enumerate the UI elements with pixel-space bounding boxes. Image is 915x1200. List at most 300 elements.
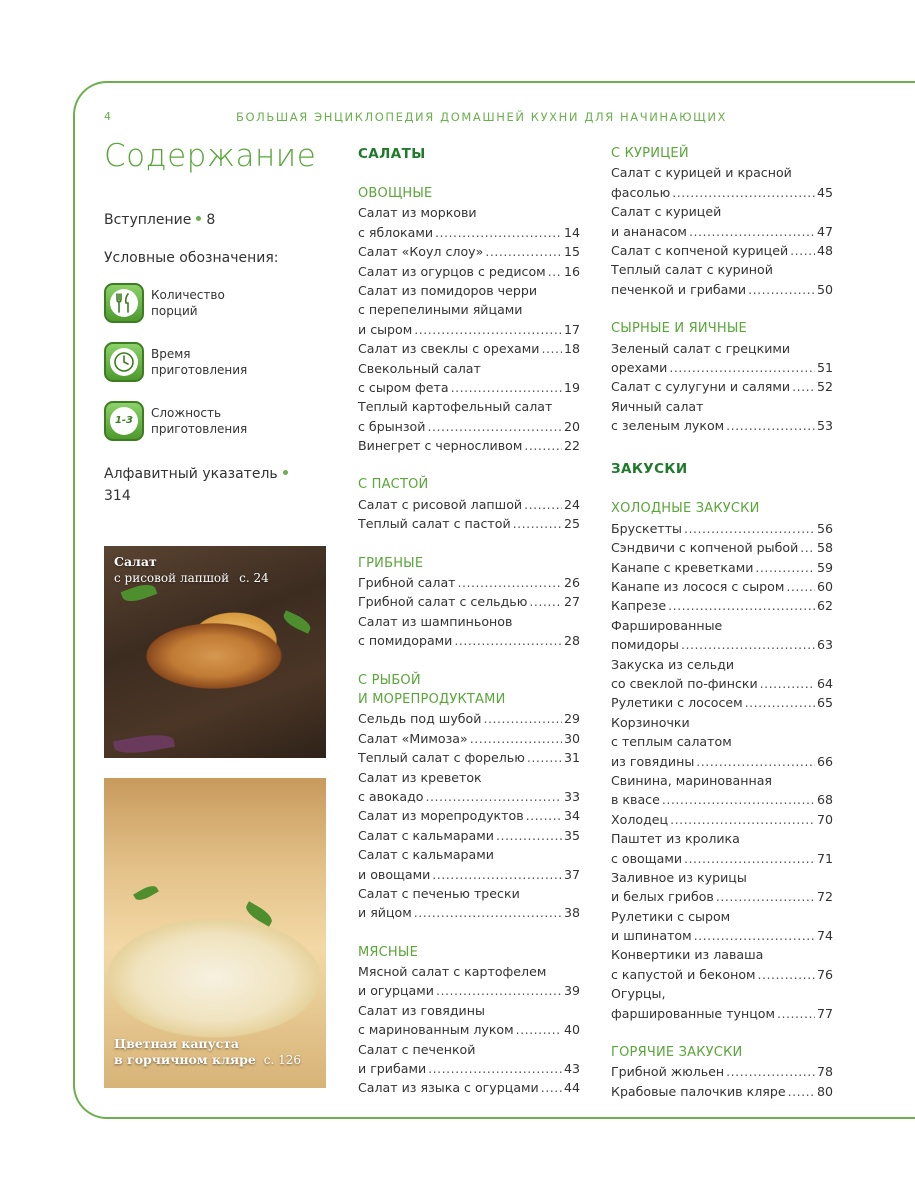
toc-entry[interactable] xyxy=(611,790,833,809)
toc-entry-page: 17 xyxy=(563,321,580,337)
toc-entry[interactable] xyxy=(358,768,580,787)
toc-entry[interactable] xyxy=(611,868,833,887)
legend-difficulty-line2: приготовления xyxy=(151,421,248,436)
toc-entry-page: 35 xyxy=(563,827,580,843)
spacer xyxy=(611,435,833,459)
toc-entry-title: Грибной салат xyxy=(358,575,456,591)
dot-leader xyxy=(716,887,815,906)
toc-entry[interactable] xyxy=(358,262,580,281)
dot-leader xyxy=(689,222,815,241)
spacer xyxy=(358,923,580,943)
dot-leader xyxy=(541,1078,562,1097)
toc-entry-title: Холодец xyxy=(611,811,669,827)
toc-entry[interactable] xyxy=(358,281,580,300)
toc-entry[interactable] xyxy=(358,592,580,611)
dot-leader xyxy=(451,378,562,397)
toc-entry[interactable] xyxy=(611,339,833,358)
toc-entry-title: Зеленый салат с грецкими xyxy=(611,340,791,356)
dot-leader xyxy=(426,787,562,806)
toc-entry-title: Яичный салат xyxy=(611,398,704,414)
toc-entry-page: 29 xyxy=(563,711,580,727)
toc-entry[interactable] xyxy=(611,241,833,260)
index-label: Алфавитный указатель xyxy=(104,466,278,482)
photo1-title: Салат xyxy=(114,554,157,569)
toc-entry-page: 56 xyxy=(816,520,833,536)
toc-entry-title: Паштет из кролика xyxy=(611,831,740,847)
toc-entry[interactable] xyxy=(611,732,833,751)
legend-time xyxy=(104,339,329,384)
toc-entry[interactable] xyxy=(611,771,833,790)
toc-entry-title: и овощами xyxy=(358,866,431,882)
toc-entry-title: Салат из свеклы с орехами xyxy=(358,341,540,357)
toc-entry-title: со свеклой по-фински xyxy=(611,675,758,691)
dot-leader xyxy=(696,752,815,771)
toc-entry-title: Салат с курицей и красной xyxy=(611,165,792,181)
toc-entry[interactable] xyxy=(358,378,580,397)
toc-entry-page: 48 xyxy=(816,242,833,258)
intro-label: Вступление xyxy=(104,212,192,228)
toc-entry-title: и шпинатом xyxy=(611,928,692,944)
leaf-decor xyxy=(133,883,159,904)
dot-leader xyxy=(527,748,562,767)
toc-entry[interactable] xyxy=(611,849,833,868)
toc-entry-title: с капустой и беконом xyxy=(611,966,756,982)
toc-entry[interactable] xyxy=(358,1020,580,1039)
dot-leader xyxy=(758,965,815,984)
toc-entry-page: 45 xyxy=(816,184,833,200)
dot-leader xyxy=(470,729,562,748)
dot-leader xyxy=(681,635,815,654)
toc-entry-page: 50 xyxy=(816,281,833,297)
dot-leader xyxy=(792,377,815,396)
toc-entry[interactable] xyxy=(358,495,580,514)
toc-entry[interactable] xyxy=(358,417,580,436)
dot-leader xyxy=(669,358,815,377)
dot-leader xyxy=(524,495,562,514)
legend-servings-line2: порций xyxy=(151,303,198,318)
toc-entry-page: 59 xyxy=(816,559,833,575)
legend-time-line1: Время xyxy=(151,346,191,361)
photo-rice-noodle-salad[interactable] xyxy=(104,546,326,758)
dot-leader xyxy=(526,806,562,825)
dot-leader xyxy=(436,981,562,1000)
dot-leader xyxy=(726,416,815,435)
dot-leader xyxy=(684,519,815,538)
toc-entry[interactable] xyxy=(611,596,833,615)
toc-entry-title: печенкой и грибами xyxy=(611,281,747,297)
toc-entry[interactable] xyxy=(611,713,833,732)
toc-entry[interactable] xyxy=(358,514,580,533)
toc-column-1 xyxy=(358,144,580,1098)
toc-entry-title: Салат из шампиньонов xyxy=(358,613,513,629)
legend-title: Условные обозначения: xyxy=(104,250,279,266)
dot-leader xyxy=(435,223,562,242)
toc-entry[interactable] xyxy=(611,280,833,299)
toc-entry[interactable] xyxy=(611,260,833,279)
toc-subsection-heading: С ПАСТОЙ xyxy=(358,477,429,493)
dot-leader xyxy=(516,1020,562,1039)
toc-entry-title: Салат из морепродуктов xyxy=(358,808,524,824)
toc-entry[interactable] xyxy=(611,183,833,202)
toc-subsection-heading: МЯСНЫЕ xyxy=(358,944,418,960)
dot-leader xyxy=(427,417,562,436)
toc-entry-title: Конвертики из лаваша xyxy=(611,947,764,963)
spacer xyxy=(358,534,580,554)
spacer xyxy=(611,479,833,499)
toc-entry-page: 34 xyxy=(563,808,580,824)
toc-subsection-heading: С КУРИЦЕЙ xyxy=(611,146,689,161)
toc-entry-page: 77 xyxy=(816,1005,833,1021)
toc-entry[interactable] xyxy=(358,436,580,455)
photo1-page: с. 24 xyxy=(239,571,269,585)
toc-entry-page: 22 xyxy=(563,438,580,454)
toc-entry[interactable] xyxy=(358,320,580,339)
toc-entry-page: 80 xyxy=(816,1083,833,1099)
toc-entry-page: 24 xyxy=(563,496,580,512)
toc-entry[interactable] xyxy=(358,1040,580,1059)
photo2-title-line1: Цветная капуста xyxy=(114,1036,240,1051)
toc-section-heading: САЛАТЫ xyxy=(358,146,426,162)
difficulty-icon xyxy=(104,401,144,441)
dot-leader xyxy=(548,262,562,281)
toc-entry[interactable] xyxy=(358,573,580,592)
toc-entry-title: Салат с кальмарами xyxy=(358,847,494,863)
toc-entry[interactable] xyxy=(611,358,833,377)
toc-section-heading: ЗАКУСКИ xyxy=(611,461,688,478)
toc-subsection-heading: ГОРЯЧИЕ ЗАКУСКИ xyxy=(611,1045,743,1061)
toc-entry-title: фаршированные тунцом xyxy=(611,1005,775,1021)
toc-entry[interactable] xyxy=(611,1082,833,1101)
toc-entry-title: Теплый картофельный салат xyxy=(358,399,553,415)
toc-entry-title: с яблоками xyxy=(358,224,434,240)
toc-entry-title: Винегрет с черносливом xyxy=(358,438,523,454)
dot-leader xyxy=(485,242,562,261)
spacer xyxy=(358,651,580,671)
toc-entry[interactable] xyxy=(611,163,833,182)
toc-entry-page: 58 xyxy=(816,540,833,556)
toc-entry[interactable] xyxy=(358,729,580,748)
toc-entry-page: 40 xyxy=(563,1022,580,1038)
toc-entry-page: 27 xyxy=(563,594,580,610)
toc-entry-title: с теплым салатом xyxy=(611,734,732,750)
leaf-decor xyxy=(281,610,313,634)
toc-entry[interactable] xyxy=(611,538,833,557)
toc-entry-title: и яйцом xyxy=(358,905,412,921)
bullet-dot xyxy=(196,216,201,221)
dot-leader xyxy=(432,865,562,884)
toc-entry-title: помидоры xyxy=(611,637,679,653)
dot-leader xyxy=(668,596,815,615)
legend-difficulty-line1: Сложность xyxy=(151,405,222,420)
toc-entry-title: Закуска из сельди xyxy=(611,656,735,672)
toc-entry-title: Огурцы, xyxy=(611,986,666,1002)
toc-entry[interactable] xyxy=(358,787,580,806)
toc-entry-title: Салат с копченой курицей xyxy=(611,242,789,258)
index-page: 314 xyxy=(104,488,131,504)
toc-entry-title: с сыром фета xyxy=(358,379,449,395)
toc-entry[interactable] xyxy=(358,397,580,416)
toc-entry[interactable] xyxy=(611,558,833,577)
toc-entry-page: 16 xyxy=(563,263,580,279)
toc-entry[interactable] xyxy=(358,748,580,767)
toc-entry[interactable] xyxy=(611,984,833,1003)
intro-link[interactable] xyxy=(104,212,329,228)
toc-entry-title: Салат «Мимоза» xyxy=(358,730,468,746)
toc-entry[interactable] xyxy=(611,577,833,596)
toc-entry-page: 28 xyxy=(563,633,580,649)
toc-entry-page: 14 xyxy=(563,224,580,240)
dot-leader xyxy=(760,674,815,693)
toc-entry[interactable] xyxy=(611,222,833,241)
toc-entry-title: Свинина, маринованная xyxy=(611,772,773,788)
toc-entry[interactable] xyxy=(358,612,580,631)
toc-entry-title: Корзиночки xyxy=(611,714,690,730)
toc-entry-page: 70 xyxy=(816,811,833,827)
toc-entry-title: Канапе с креветками xyxy=(611,559,754,575)
toc-entry-page: 76 xyxy=(816,966,833,982)
toc-entry-page: 18 xyxy=(563,341,580,357)
toc-entry-title: Фаршированные xyxy=(611,617,723,633)
photo2-title-line2: в горчичном кляре xyxy=(114,1052,256,1067)
photo1-subtitle: с рисовой лапшой xyxy=(114,571,230,585)
toc-entry[interactable] xyxy=(611,397,833,416)
toc-entry-title: Салат с рисовой лапшой xyxy=(358,496,523,512)
toc-entry-page: 72 xyxy=(816,889,833,905)
dot-leader xyxy=(684,849,815,868)
toc-entry[interactable] xyxy=(358,1059,580,1078)
toc-entry[interactable] xyxy=(611,1004,833,1023)
dot-leader xyxy=(745,693,815,712)
toc-entry-page: 51 xyxy=(816,359,833,375)
toc-entry-page: 33 xyxy=(563,788,580,804)
dot-leader xyxy=(541,339,562,358)
toc-entry-title: и огурцами xyxy=(358,983,434,999)
running-title: БОЛЬШАЯ ЭНЦИКЛОПЕДИЯ ДОМАШНЕЙ КУХНИ ДЛЯ НАЧИНАЮЩИХ xyxy=(236,110,728,124)
toc-entry-page: 43 xyxy=(563,1061,580,1077)
toc-entry-title: Теплый салат с пастой xyxy=(358,516,511,532)
toc-entry-page: 25 xyxy=(563,516,580,532)
spacer xyxy=(358,455,580,475)
toc-entry[interactable] xyxy=(611,829,833,848)
toc-entry-page: 65 xyxy=(816,695,833,711)
toc-entry-page: 68 xyxy=(816,792,833,808)
toc-entry[interactable] xyxy=(358,223,580,242)
toc-entry-page: 47 xyxy=(816,223,833,239)
toc-entry-title: Салат из моркови xyxy=(358,205,477,221)
toc-entry-page: 19 xyxy=(563,379,580,395)
legend-servings xyxy=(104,280,329,325)
toc-entry-page: 71 xyxy=(816,850,833,866)
toc-entry[interactable] xyxy=(358,962,580,981)
toc-entry-title: Сэндвичи с копченой рыбой xyxy=(611,540,799,556)
dot-leader xyxy=(496,826,562,845)
page-title: Содержание xyxy=(104,138,317,174)
photo2-caption xyxy=(114,1036,301,1068)
toc-entry[interactable] xyxy=(611,416,833,435)
toc-entry-page: 52 xyxy=(816,379,833,395)
dot-leader xyxy=(755,558,815,577)
toc-entry[interactable] xyxy=(358,339,580,358)
toc-entry-title: Крабовые палочкив кляре xyxy=(611,1083,786,1099)
toc-entry[interactable] xyxy=(358,242,580,261)
toc-entry-page: 20 xyxy=(563,418,580,434)
toc-entry-title: Салат из креветок xyxy=(358,769,482,785)
photo-cauliflower-batter[interactable] xyxy=(104,778,326,1088)
leaf-decor xyxy=(243,901,275,926)
toc-entry-title: Теплый салат с форелью xyxy=(358,750,525,766)
dot-leader xyxy=(670,810,815,829)
toc-entry[interactable] xyxy=(611,810,833,829)
toc-entry[interactable] xyxy=(611,693,833,712)
toc-entry[interactable] xyxy=(358,631,580,650)
toc-entry-title: Брускетты xyxy=(611,520,682,536)
toc-entry-title: Грибной салат с сельдью xyxy=(358,594,528,610)
toc-entry-title: Салат с сулугуни и салями xyxy=(611,379,791,395)
dot-leader xyxy=(748,280,815,299)
dot-leader xyxy=(458,573,562,592)
dot-leader xyxy=(513,514,562,533)
toc-entry-title: из говядины xyxy=(611,753,695,769)
toc-entry-title: в квасе xyxy=(611,792,660,808)
leaf-decor xyxy=(113,731,175,757)
dot-leader xyxy=(800,538,815,557)
toc-entry[interactable] xyxy=(358,884,580,903)
toc-entry-title: с овощами xyxy=(611,850,683,866)
toc-entry-title: Капрезе xyxy=(611,598,667,614)
toc-entry-title: с маринованным луком xyxy=(358,1022,514,1038)
toc-entry-page: 38 xyxy=(563,905,580,921)
toc-entry[interactable] xyxy=(611,202,833,221)
left-column xyxy=(104,138,329,507)
toc-entry[interactable] xyxy=(611,674,833,693)
toc-entry[interactable] xyxy=(358,826,580,845)
toc-entry-title: Салат с печенью трески xyxy=(358,885,520,901)
toc-entry-page: 31 xyxy=(563,750,580,766)
toc-entry[interactable] xyxy=(611,965,833,984)
dot-leader xyxy=(524,436,562,455)
toc-entry-title: и ананасом xyxy=(611,223,687,239)
toc-entry[interactable] xyxy=(358,903,580,922)
toc-entry-title: орехами xyxy=(611,359,668,375)
legend-difficulty xyxy=(104,398,329,443)
toc-entry-title: Салат с курицей xyxy=(611,204,722,220)
page-number: 4 xyxy=(104,110,111,123)
toc-entry[interactable] xyxy=(611,635,833,654)
toc-entry-title: Теплый салат с куриной xyxy=(611,262,773,278)
toc-entry-title: Салат с кальмарами xyxy=(358,827,494,843)
toc-subsection-heading: С РЫБОЙ xyxy=(358,672,421,688)
toc-entry-title: Салат из помидоров черри xyxy=(358,282,538,298)
toc-entry[interactable] xyxy=(358,845,580,864)
toc-entry[interactable] xyxy=(358,981,580,1000)
index-link[interactable] xyxy=(104,463,329,507)
toc-entry-page: 44 xyxy=(563,1080,580,1096)
toc-subsection-heading: СЫРНЫЕ И ЯИЧНЫЕ xyxy=(611,321,747,337)
toc-entry-page: 60 xyxy=(816,579,833,595)
toc-entry-page: 62 xyxy=(816,598,833,614)
toc-entry-title: фасолью xyxy=(611,184,671,200)
bullet-dot xyxy=(283,470,288,475)
toc-entry-page: 30 xyxy=(563,730,580,746)
toc-subsection-heading: ХОЛОДНЫЕ ЗАКУСКИ xyxy=(611,501,760,517)
toc-entry-page: 66 xyxy=(816,753,833,769)
dot-leader xyxy=(788,1082,815,1101)
toc-entry-title: с брынзой xyxy=(358,418,426,434)
photo1-caption xyxy=(114,554,269,586)
toc-entry-page: 63 xyxy=(816,637,833,653)
toc-entry[interactable] xyxy=(358,709,580,728)
dot-leader xyxy=(428,1059,562,1078)
toc-entry[interactable] xyxy=(611,887,833,906)
toc-entry-page: 15 xyxy=(563,244,580,260)
legend-servings-line1: Количество xyxy=(151,287,225,302)
toc-entry[interactable] xyxy=(358,203,580,222)
toc-entry[interactable] xyxy=(358,1078,580,1097)
toc-entry-title: Свекольный салат xyxy=(358,360,481,376)
toc-entry-page: 37 xyxy=(563,866,580,882)
difficulty-icon-text: 1-3 xyxy=(110,407,138,435)
toc-entry[interactable] xyxy=(611,655,833,674)
toc-entry-title: Салат из говядины xyxy=(358,1002,485,1018)
intro-page: 8 xyxy=(206,212,216,228)
toc-entry-page: 78 xyxy=(816,1064,833,1080)
toc-entry-page: 39 xyxy=(563,983,580,999)
toc-entry-title: и грибами xyxy=(358,1061,427,1077)
dot-leader xyxy=(414,903,562,922)
dot-leader xyxy=(786,577,815,596)
toc-entry[interactable] xyxy=(358,300,580,319)
dot-leader xyxy=(662,790,815,809)
toc-entry-title: с авокадо xyxy=(358,788,424,804)
toc-subsection-heading: И МОРЕПРОДУКТАМИ xyxy=(358,691,506,707)
toc-entry[interactable] xyxy=(611,945,833,964)
toc-entry-title: Рулетики с сыром xyxy=(611,908,731,924)
dot-leader xyxy=(777,1004,815,1023)
clock-icon xyxy=(104,342,144,382)
toc-entry-title: Канапе из лосося с сыром xyxy=(611,579,785,595)
spacer xyxy=(358,164,580,184)
toc-entry-title: Сельдь под шубой xyxy=(358,711,482,727)
toc-entry[interactable] xyxy=(611,926,833,945)
toc-entry-title: Мясной салат с картофелем xyxy=(358,964,547,980)
toc-entry-page: 74 xyxy=(816,928,833,944)
toc-entry[interactable] xyxy=(611,616,833,635)
toc-entry[interactable] xyxy=(611,752,833,771)
toc-entry-title: с зеленым луком xyxy=(611,418,725,434)
toc-entry[interactable] xyxy=(358,359,580,378)
toc-entry[interactable] xyxy=(611,907,833,926)
toc-entry-page: 64 xyxy=(816,675,833,691)
toc-entry[interactable] xyxy=(611,1062,833,1081)
legend-time-line2: приготовления xyxy=(151,362,248,377)
toc-entry-title: Салат «Коул слоу» xyxy=(358,244,484,260)
toc-entry[interactable] xyxy=(358,1001,580,1020)
dot-leader xyxy=(414,320,562,339)
dot-leader xyxy=(454,631,562,650)
toc-entry[interactable] xyxy=(611,519,833,538)
toc-column-2 xyxy=(611,144,833,1101)
toc-entry[interactable] xyxy=(358,806,580,825)
dot-leader xyxy=(529,592,562,611)
toc-entry-page: 53 xyxy=(816,418,833,434)
dot-leader xyxy=(694,926,815,945)
toc-entry-title: и белых грибов xyxy=(611,889,714,905)
toc-entry-title: с перепелиными яйцами xyxy=(358,302,523,318)
dot-leader xyxy=(726,1062,815,1081)
toc-entry[interactable] xyxy=(358,865,580,884)
dot-leader xyxy=(790,241,815,260)
toc-entry[interactable] xyxy=(611,377,833,396)
